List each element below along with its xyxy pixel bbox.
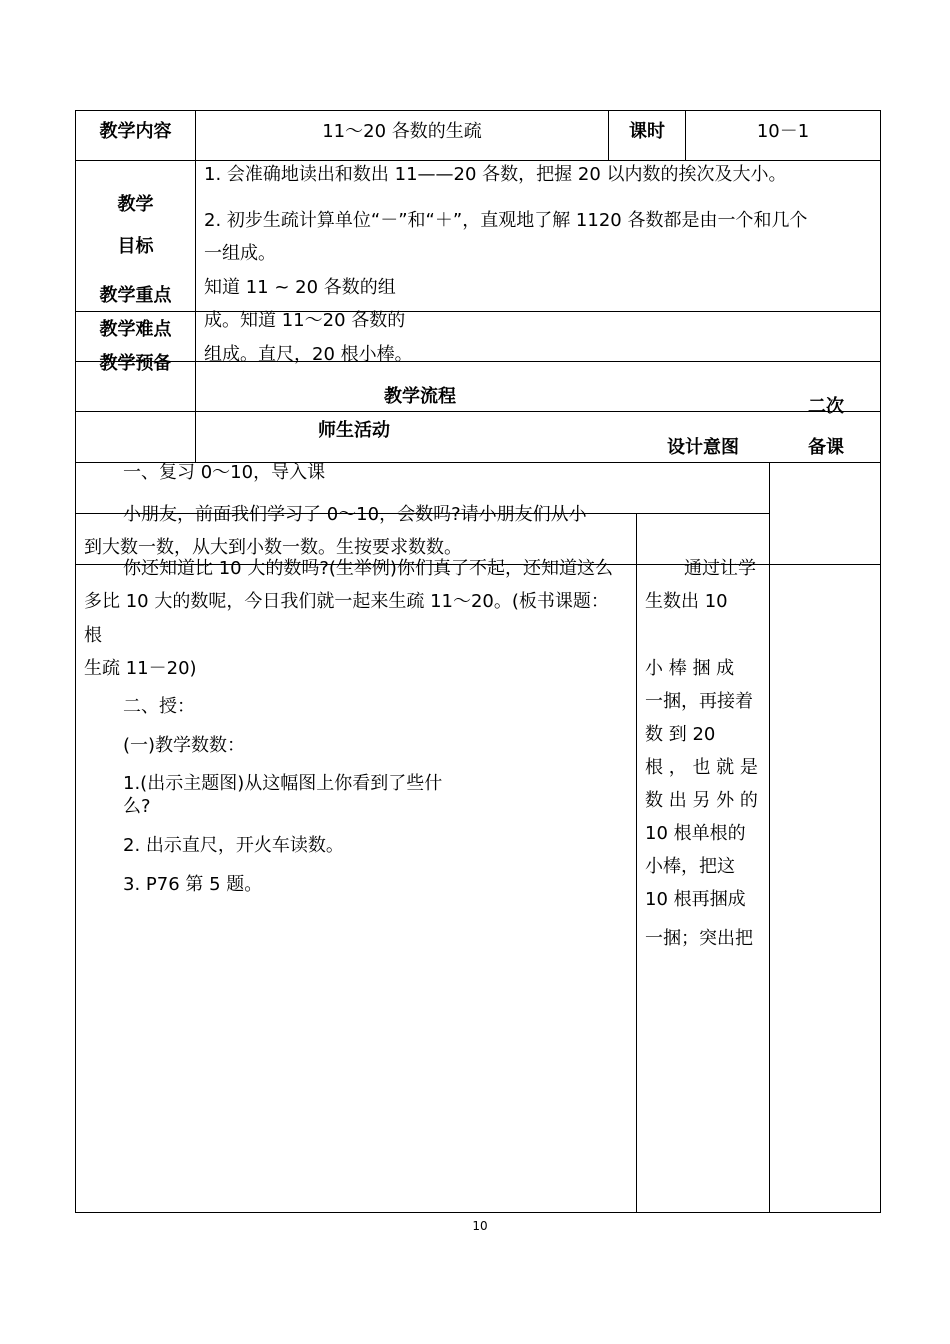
activity-header: 师生活动 (318, 420, 390, 441)
design-line: 数 出 另 外 的 (645, 790, 758, 811)
rule-label-col (195, 110, 196, 463)
activity-line: 多比 10 大的数呢，今日我们就一起来生疏 11～20。(板书课题： (84, 591, 609, 612)
process-title: 教学流程 (384, 386, 456, 407)
rule-design-right (769, 462, 770, 1213)
activity-line: 3. P76 第 5 题。 (123, 874, 263, 895)
second-prep-header-1: 二次 (808, 396, 844, 417)
design-line: 10 根再捆成 (645, 889, 746, 910)
activity-line: 2. 出示直尺，开火车读数。 (123, 835, 344, 856)
objective-item-2: 2. 初步生疏计算单位“－”和“＋”，直观地了解 1120 各数都是由一个和几个 (204, 210, 808, 231)
second-prep-header-2: 备课 (808, 437, 844, 458)
difficulties-text: 成。知道 11～20 各数的 (204, 310, 406, 331)
objective-item-2-cont: 一组成。 (204, 243, 276, 264)
period-value: 10－1 (756, 121, 810, 142)
difficulties-label: 教学难点 (99, 319, 172, 340)
key-points-label: 教学重点 (99, 285, 172, 306)
design-line: 数 到 20 (645, 724, 716, 745)
preparation-label: 教学预备 (99, 353, 172, 374)
design-line: 通过让学 (684, 558, 756, 579)
activity-line: 一、复习 0～10，导入课 (123, 462, 326, 483)
content-value: 11～20 各数的生疏 (322, 121, 482, 142)
preparation-text: 组成。直尺，20 根小棒。 (204, 344, 413, 365)
objectives-label-1: 教学 (117, 194, 154, 215)
activity-line: 根 (84, 625, 102, 646)
rule-design-left (636, 513, 637, 1213)
page-number: 10 (472, 1219, 488, 1233)
design-header: 设计意图 (667, 437, 739, 458)
design-line: 生数出 10 (645, 591, 728, 612)
activity-line: 生疏 11－20) (84, 658, 197, 679)
key-points-text: 知道 11 ~ 20 各数的组 (204, 277, 396, 298)
design-line: 根 ， 也 就 是 (645, 757, 758, 778)
activity-line: 小朋友，前面我们学习了 0～10，会数吗?请小朋友们从小 (123, 504, 587, 525)
rule-right (880, 110, 881, 1213)
content-label: 教学内容 (99, 121, 172, 142)
activity-line: 二、授： (123, 696, 195, 717)
activity-line: 到大数一数，从大到小数一数。生按要求数数。 (84, 537, 462, 558)
objectives-label-2: 目标 (117, 236, 154, 257)
period-label: 课时 (629, 121, 665, 142)
design-line: 小 棒 捆 成 (645, 658, 735, 679)
design-line: 一捆；突出把 (645, 928, 753, 949)
activity-line: (一)教学数数： (123, 735, 246, 756)
design-line: 一捆，再接着 (645, 691, 753, 712)
rule-left (75, 110, 76, 1213)
objective-item-1: 1. 会准确地读出和数出 11——20 各数，把握 20 以内数的挨次及大小。 (204, 164, 787, 185)
activity-line: 么? (123, 796, 151, 817)
design-line: 10 根单根的 (645, 823, 746, 844)
rule-bottom (75, 1212, 881, 1213)
activity-line: 1.(出示主题图)从这幅图上你看到了些什 (123, 773, 443, 794)
design-line: 小棒，把这 (645, 856, 735, 877)
activity-line: 你还知道比 10 大的数吗?(生举例)你们真了不起，还知道这么 (123, 558, 613, 579)
